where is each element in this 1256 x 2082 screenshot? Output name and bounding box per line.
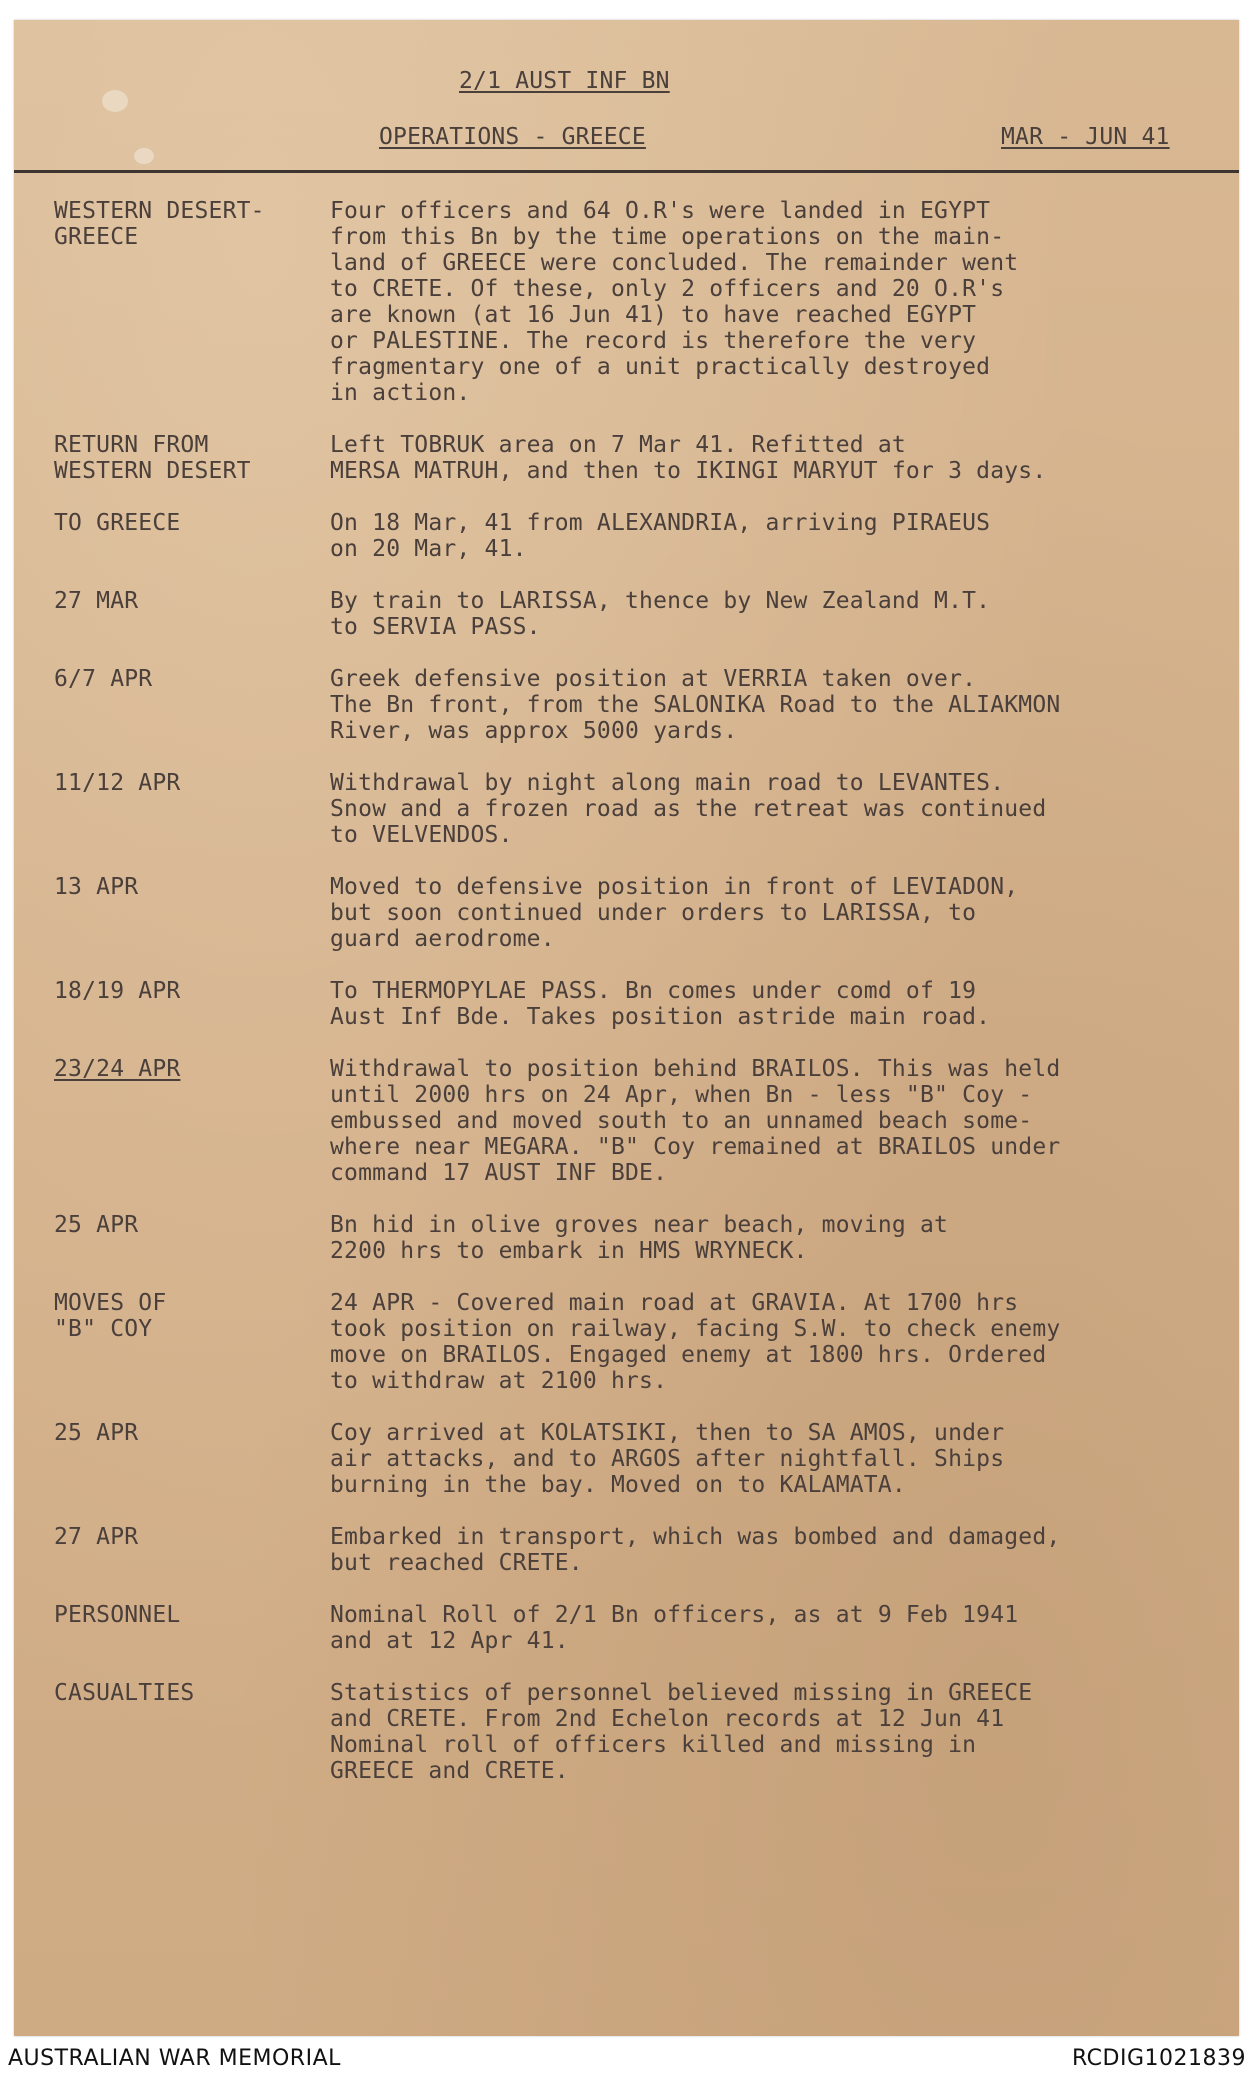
entry-text: Four officers and 64 O.R's were landed in EGYPT from this Bn by the time operations on the main- land of GREECE were concluded. The remainder went to CRETE. Of these, only 2 officers and 20 O.R's are known (at 16 Jun 41) to have reached EGYPT or PALESTINE. The record is therefore the very fragmentary one of a unit practically destroyed in action.: [330, 198, 1019, 406]
entry-label: 18/19 APR: [54, 978, 181, 1004]
operations-title: OPERATIONS - GREECE: [379, 124, 646, 150]
entry: [14, 198, 1239, 406]
entry-label: 13 APR: [54, 874, 139, 900]
header-divider: [14, 170, 1239, 173]
entry-label: MOVES OF "B" COY: [54, 1290, 167, 1342]
entry-text: Left TOBRUK area on 7 Mar 41. Refitted at MERSA MATRUH, and then to IKINGI MARYUT for 3 days.: [330, 432, 1047, 484]
archive-credit: AUSTRALIAN WAR MEMORIAL: [8, 2046, 341, 2071]
entry-text: Greek defensive position at VERRIA taken over. The Bn front, from the SALONIKA Road to the ALIAKMON River, was approx 5000 yards.: [330, 666, 1061, 744]
entry: [14, 588, 1239, 640]
entry: [14, 874, 1239, 952]
entry-text: On 18 Mar, 41 from ALEXANDRIA, arriving PIRAEUS on 20 Mar, 41.: [330, 510, 991, 562]
entry-text: Moved to defensive position in front of LEVIADON, but soon continued under orders to LARISSA, to guard aerodrome.: [330, 874, 1019, 952]
entry-label: WESTERN DESERT- GREECE: [54, 198, 265, 250]
entry-text: By train to LARISSA, thence by New Zealand M.T. to SERVIA PASS.: [330, 588, 991, 640]
entry-label: 25 APR: [54, 1212, 139, 1238]
entries-list: [14, 198, 1239, 1810]
entry-text: 24 APR - Covered main road at GRAVIA. At 1700 hrs took position on railway, facing S.W. to check enemy move on BRAILOS. Engaged enemy at 1800 hrs. Ordered to withdraw at 2100 hrs.: [330, 1290, 1061, 1394]
paper-stain: [134, 148, 154, 164]
entry: [14, 1290, 1239, 1394]
entry-label: 25 APR: [54, 1420, 139, 1446]
entry-text: Statistics of personnel believed missing in GREECE and CRETE. From 2nd Echelon records at 12 Jun 41 Nominal roll of officers killed and missing in GREECE and CRETE.: [330, 1680, 1033, 1784]
entry-text: To THERMOPYLAE PASS. Bn comes under comd of 19 Aust Inf Bde. Takes position astride main road.: [330, 978, 991, 1030]
entry-label: 27 MAR: [54, 588, 139, 614]
entry-text: Nominal Roll of 2/1 Bn officers, as at 9 Feb 1941 and at 12 Apr 41.: [330, 1602, 1019, 1654]
entry-text: Embarked in transport, which was bombed and damaged, but reached CRETE.: [330, 1524, 1061, 1576]
entry: [14, 1212, 1239, 1264]
entry: [14, 1680, 1239, 1784]
entry: [14, 770, 1239, 848]
entry: [14, 510, 1239, 562]
entry-text: Withdrawal to position behind BRAILOS. This was held until 2000 hrs on 24 Apr, when Bn - less "B" Coy - embussed and moved south to an unnamed beach some- where near MEGARA. "B" Coy remained at BRAILOS under command 17 AUST INF BDE.: [330, 1056, 1061, 1186]
unit-title: 2/1 AUST INF BN: [459, 68, 670, 94]
entry: [14, 1602, 1239, 1654]
entry: [14, 666, 1239, 744]
entry: [14, 1056, 1239, 1186]
entry-label: RETURN FROM WESTERN DESERT: [54, 432, 251, 484]
paper-stain: [102, 90, 128, 112]
entry-label: TO GREECE: [54, 510, 181, 536]
entry-label: PERSONNEL: [54, 1602, 181, 1628]
entry-label: 6/7 APR: [54, 666, 153, 692]
entry: [14, 1420, 1239, 1498]
entry: [14, 432, 1239, 484]
entry: [14, 978, 1239, 1030]
entry-label: 23/24 APR: [54, 1056, 181, 1082]
period-label: MAR - JUN 41: [1001, 124, 1170, 150]
entry-label: 27 APR: [54, 1524, 139, 1550]
entry: [14, 1524, 1239, 1576]
archive-id: RCDIG1021839: [1071, 2046, 1246, 2071]
document-paper: [14, 20, 1239, 2036]
entry-text: Bn hid in olive groves near beach, moving at 2200 hrs to embark in HMS WRYNECK.: [330, 1212, 949, 1264]
entry-label: CASUALTIES: [54, 1680, 195, 1706]
entry-text: Coy arrived at KOLATSIKI, then to SA AMOS, under air attacks, and to ARGOS after nightfall. Ships burning in the bay. Moved on to KALAMATA.: [330, 1420, 1005, 1498]
entry-text: Withdrawal by night along main road to LEVANTES. Snow and a frozen road as the retreat was continued to VELVENDOS.: [330, 770, 1047, 848]
entry-label: 11/12 APR: [54, 770, 181, 796]
